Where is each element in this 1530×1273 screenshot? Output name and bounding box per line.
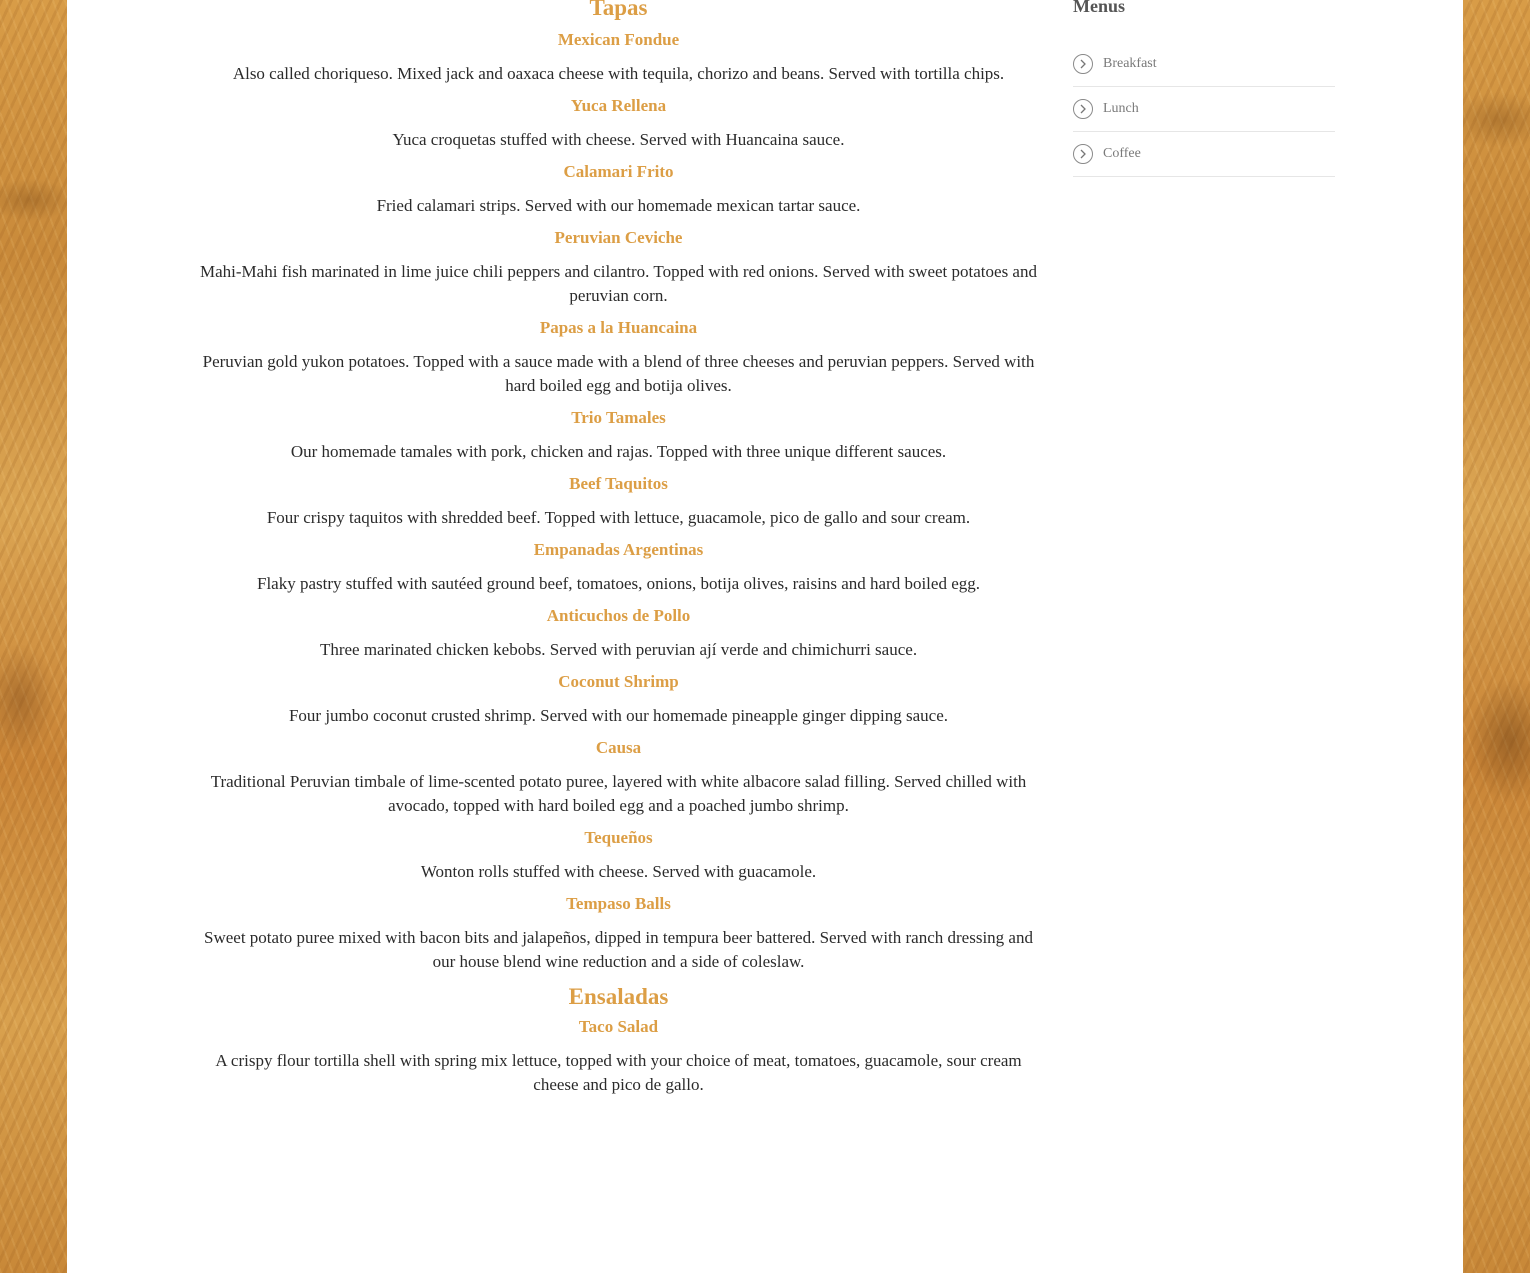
menu-item-name: Empanadas Argentinas [533, 540, 704, 559]
menu-item-name: Anticuchos de Pollo [546, 606, 691, 625]
menu-item [197, 736, 1040, 818]
menu-item [197, 94, 1040, 152]
menu-item-name: Mexican Fondue [557, 30, 680, 49]
menu-item-name: Causa [595, 738, 642, 757]
menu-item-description: Traditional Peruvian timbale of lime-scented potato puree, layered with white albacore salad filling. Served chilled with avocado, topped with hard boiled egg and a poached jumbo shrimp. [210, 772, 1027, 815]
menu-item [197, 604, 1040, 662]
sidebar-item-coffee[interactable] [1073, 132, 1335, 177]
menu-item-name: Beef Taquitos [569, 474, 668, 493]
menu-item [197, 538, 1040, 596]
sidebar-item-label[interactable]: Lunch [1103, 101, 1139, 116]
menu-item [197, 406, 1040, 464]
menu-item-description: Also called choriqueso. Mixed jack and oaxaca cheese with tequila, chorizo and beans. Served with tortilla chips. [232, 64, 1005, 83]
menu-item-description: Sweet potato puree mixed with bacon bits and jalapeños, dipped in tempura beer battered. Served with ranch dressing and our house blend wine reduction and a side of coleslaw. [204, 928, 1033, 971]
page-container [67, 0, 1463, 1273]
chevron-right-circle-icon [1073, 99, 1093, 119]
menu-item-name: Trio Tamales [571, 408, 666, 427]
chevron-right-circle-icon [1073, 54, 1093, 74]
menu-item-name: Taco Salad [578, 1017, 659, 1036]
menu-item-description: Four crispy taquitos with shredded beef. Topped with lettuce, guacamole, pico de gallo and sour cream. [266, 508, 971, 527]
sidebar-item-lunch[interactable] [1073, 87, 1335, 132]
menu-item [197, 316, 1040, 398]
sidebar-item-breakfast[interactable] [1073, 42, 1335, 87]
sidebar-item-label[interactable]: Coffee [1103, 146, 1141, 161]
sidebar-item-label[interactable]: Breakfast [1103, 56, 1157, 71]
sidebar-menu-list [1073, 42, 1335, 177]
menu-item [197, 670, 1040, 728]
menu-item [197, 472, 1040, 530]
menu-item-name: Papas a la Huancaina [539, 318, 698, 337]
menu-item-description: Mahi-Mahi fish marinated in lime juice chili peppers and cilantro. Topped with red onions. Served with sweet potatoes and peruvian corn. [200, 262, 1037, 305]
menu-item-name: Coconut Shrimp [558, 672, 679, 691]
menu-item [197, 1015, 1040, 1097]
menu-item-description: Fried calamari strips. Served with our homemade mexican tartar sauce. [376, 196, 861, 215]
menu-item [197, 28, 1040, 86]
menu-item-name: Calamari Frito [563, 162, 674, 181]
menu-item-description: Wonton rolls stuffed with cheese. Served with guacamole. [420, 862, 817, 881]
menu-item [197, 892, 1040, 974]
menu-item-description: Flaky pastry stuffed with sautéed ground beef, tomatoes, onions, botija olives, raisins and hard boiled egg. [257, 574, 980, 593]
menu-item [197, 160, 1040, 218]
menu-item-name: Peruvian Ceviche [554, 228, 683, 247]
sidebar [1073, 0, 1335, 177]
menu-section-ensaladas [197, 982, 1040, 1097]
menu-item-description: Four jumbo coconut crusted shrimp. Served with our homemade pineapple ginger dipping sauce. [288, 706, 949, 725]
menu-item [197, 826, 1040, 884]
menu-item [197, 226, 1040, 308]
menu-item-description: Peruvian gold yukon potatoes. Topped with a sauce made with a blend of three cheeses and peruvian peppers. Served with hard boiled egg and botija olives. [202, 352, 1035, 395]
menu-content [197, 0, 1040, 1105]
menu-item-description: Our homemade tamales with pork, chicken and rajas. Topped with three unique different sauces. [290, 442, 947, 461]
sidebar-title: Menus [1073, 0, 1126, 16]
menu-item-name: Tequeños [584, 828, 653, 847]
menu-item-name: Yuca Rellena [570, 96, 667, 115]
menu-section-tapas [197, 0, 1040, 974]
menu-item-description: A crispy flour tortilla shell with spring mix lettuce, topped with your choice of meat, tomatoes, guacamole, sour cream cheese and pico de gallo. [215, 1051, 1022, 1094]
section-title: Tapas [589, 0, 648, 20]
menu-item-name: Tempaso Balls [566, 894, 671, 913]
chevron-right-circle-icon [1073, 144, 1093, 164]
menu-item-description: Yuca croquetas stuffed with cheese. Served with Huancaina sauce. [392, 130, 845, 149]
menu-item-description: Three marinated chicken kebobs. Served with peruvian ají verde and chimichurri sauce. [319, 640, 918, 659]
section-title: Ensaladas [568, 984, 669, 1009]
